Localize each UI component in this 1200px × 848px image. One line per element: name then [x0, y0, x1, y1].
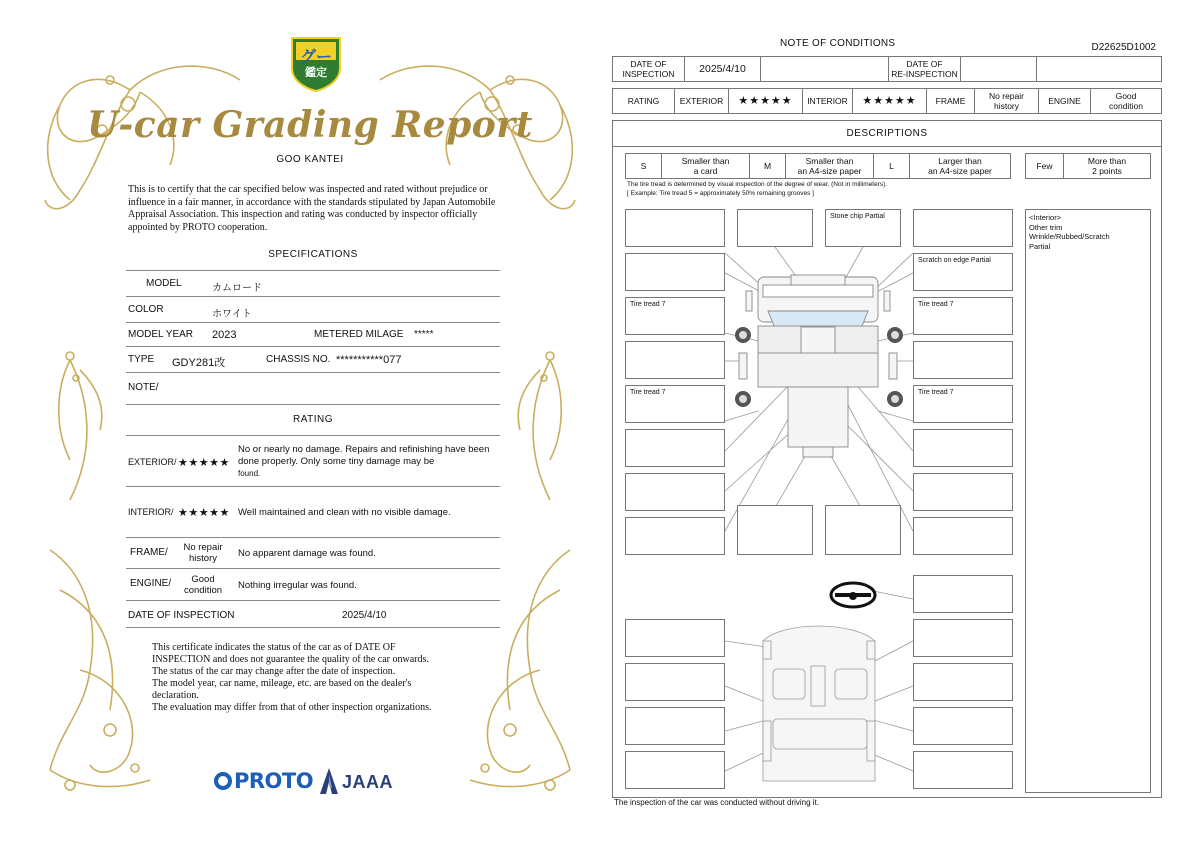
interior-box-right-3 [913, 707, 1013, 745]
damage-box-left-7 [625, 473, 725, 511]
damage-box-right-6 [913, 429, 1013, 467]
damage-box-left-3: Tire tread 7 [625, 297, 725, 335]
damage-box-left-4 [625, 341, 725, 379]
legend-l: L [874, 154, 910, 178]
divider [126, 346, 500, 347]
damage-box-left-1 [625, 209, 725, 247]
footer-line: The evaluation may differ from that of other inspection organizations. [152, 702, 432, 713]
divider [126, 486, 500, 487]
damage-box-right-5: Tire tread 7 [913, 385, 1013, 423]
rating-row [612, 88, 1162, 114]
exterior-description: No or nearly no damage. Repairs and refinishing have been done properly. Only some tiny damage may be found. [238, 444, 490, 478]
divider [126, 537, 500, 538]
type-label: TYPE [128, 354, 155, 365]
engine-value: Good condition [183, 574, 223, 596]
damage-box-right-4 [913, 341, 1013, 379]
exterior-stars: ★★★★★ [178, 457, 230, 469]
interior-box-right-2 [913, 663, 1013, 701]
blank-cell [1037, 57, 1161, 81]
date-of-inspection-label: DATE OF INSPECTION [128, 610, 235, 621]
noc-title: NOTE OF CONDITIONS [780, 38, 896, 49]
legend-few-desc: More than 2 points [1087, 156, 1127, 176]
damage-box-right-8 [913, 517, 1013, 555]
damage-box-right-3: Tire tread 7 [913, 297, 1013, 335]
footer-line: INSPECTION and does not guarantee the quality of the car onwards. [152, 654, 429, 665]
divider [126, 404, 500, 405]
interior-stars: ★★★★★ [853, 89, 927, 113]
metered-mileage-value: ***** [414, 329, 434, 340]
model-year-label: MODEL YEAR [128, 329, 194, 340]
note-label: NOTE/ [128, 382, 159, 393]
damage-box-top-b [737, 209, 813, 247]
damage-box-bottom-c [825, 505, 901, 555]
exterior-stars: ★★★★★ [729, 89, 803, 113]
footer-line: This certificate indicates the status of the car as of DATE OF [152, 642, 396, 653]
chassis-value: ***********077 [336, 354, 402, 366]
divider [126, 296, 500, 297]
legend-s-desc: Smaller than a card [662, 154, 750, 178]
color-value: ホワイト [212, 309, 252, 320]
interior-box-left-1 [625, 619, 725, 657]
exterior-label: EXTERIOR [675, 89, 729, 113]
tire-note-line: The tire tread is determined by visual inspection of the degree of wear. (Not in millimeters). [627, 181, 888, 188]
proto-mark-icon [214, 772, 232, 790]
goo-kantei-badge [288, 34, 344, 92]
date-of-reinspection-label: DATE OF RE-INSPECTION [889, 57, 961, 81]
interior-note-line: Other trim [1029, 222, 1063, 232]
frame-description: No apparent damage was found. [238, 548, 376, 559]
color-label: COLOR [128, 304, 164, 315]
divider [126, 322, 500, 323]
interior-note-line: <Interior> [1029, 213, 1062, 222]
tire-tread-note [627, 181, 887, 198]
tire-note-line: [ Example: Tire tread 5 = approximately 50% remaining grooves ] [627, 189, 814, 197]
interior-box-left-4 [625, 751, 725, 789]
badge-text-top: グー [299, 47, 332, 66]
damage-box-top-c: Stone chip Partial [825, 209, 901, 247]
model-value: カムロード [212, 283, 262, 294]
jaaa-logo: JAAA [342, 772, 394, 792]
interior-description: Well maintained and clean with no visible damage. [238, 507, 451, 518]
interior-label: INTERIOR [803, 89, 853, 113]
divider [126, 372, 500, 373]
count-legend [1025, 153, 1151, 179]
certificate-footer [152, 642, 492, 714]
engine-value: Good condition [1108, 91, 1144, 111]
interior-label: INTERIOR/ [128, 507, 174, 517]
certificate-intro: This is to certify that the car specified below was inspected and rated without prejudice or influence in a fair manner, in accordance with the standards stipulated by Japan Automobile Appraisal Association. This inspection and rating was conducted by inspector officially appointed by PROTO cooperation. [128, 184, 496, 233]
damage-box-left-8 [625, 517, 725, 555]
damage-box-bottom-b [737, 505, 813, 555]
jaaa-mark-icon [320, 768, 338, 794]
footer-line: The status of the car may change after the date of inspection. [152, 666, 396, 677]
engine-label: ENGINE/ [130, 578, 172, 589]
damage-box-right-2: Scratch on edge Partial [913, 253, 1013, 291]
date-of-inspection-label: DATE OF INSPECTION [613, 57, 685, 81]
frame-value: No repair history [975, 89, 1039, 113]
date-row [612, 56, 1162, 82]
frame-label: FRAME/ [130, 547, 168, 558]
damage-box-left-6 [625, 429, 725, 467]
damage-box-left-2 [625, 253, 725, 291]
interior-notes-box [1025, 209, 1151, 793]
interior-box-right-4 [913, 751, 1013, 789]
interior-box-right-1 [913, 619, 1013, 657]
descriptions-heading: DESCRIPTIONS [613, 121, 1161, 147]
specifications-heading: SPECIFICATIONS [268, 249, 358, 260]
model-label: MODEL [146, 278, 182, 289]
divider [126, 627, 500, 628]
date-of-inspection-value: 2025/4/10 [685, 57, 761, 81]
rating-label: RATING [613, 89, 675, 113]
damage-box-right-1 [913, 209, 1013, 247]
interior-stars: ★★★★★ [178, 507, 230, 519]
divider [126, 600, 500, 601]
damage-box-right-7 [913, 473, 1013, 511]
exterior-label: EXTERIOR/ [128, 457, 177, 467]
certificate-subtitle: GOO KANTEI [276, 154, 344, 165]
steering-box [913, 575, 1013, 613]
engine-description: Nothing irregular was found. [238, 580, 357, 591]
legend-l-desc: Larger than an A4-size paper [928, 156, 992, 176]
grading-certificate [40, 30, 580, 810]
divider [126, 435, 500, 436]
legend-s: S [626, 154, 662, 178]
footer-line: The model year, car name, mileage, etc. are based on the dealer's [152, 678, 412, 689]
date-of-inspection-value: 2025/4/10 [342, 610, 387, 621]
frame-label: FRAME [927, 89, 975, 113]
legend-m: M [750, 154, 786, 178]
interior-note-line: Partial [1029, 241, 1051, 251]
interior-box-left-2 [625, 663, 725, 701]
damage-box-left-5: Tire tread 7 [625, 385, 725, 423]
descriptions-panel [612, 120, 1162, 798]
note-of-conditions [610, 34, 1166, 814]
interior-note-line: Wrinkle/Rubbed/Scratch [1029, 232, 1110, 241]
legend-m-desc: Smaller than an A4-size paper [786, 154, 874, 178]
model-year-value: 2023 [212, 329, 237, 341]
badge-text-bottom: 鑑定 [305, 66, 327, 79]
rating-heading: RATING [292, 414, 334, 425]
document-id: D22625D1002 [1091, 42, 1156, 53]
size-legend [625, 153, 1011, 179]
interior-box-left-3 [625, 707, 725, 745]
legend-few: Few [1026, 154, 1064, 178]
bottom-note: The inspection of the car was conducted without driving it. [614, 798, 819, 807]
divider [126, 270, 500, 271]
divider [126, 568, 500, 569]
footer-line: declaration. [152, 690, 199, 701]
chassis-label: CHASSIS NO. [266, 354, 331, 365]
metered-mileage-label: METERED MILAGE [314, 329, 404, 340]
date-of-reinspection-value [961, 57, 1037, 81]
frame-value: No repair history [183, 542, 223, 564]
blank-cell [761, 57, 889, 81]
proto-logo: PROTO [214, 769, 313, 793]
engine-label: ENGINE [1039, 89, 1091, 113]
type-value: GDY281改 [172, 357, 226, 369]
certificate-title: U-car Grading Report [87, 104, 533, 146]
